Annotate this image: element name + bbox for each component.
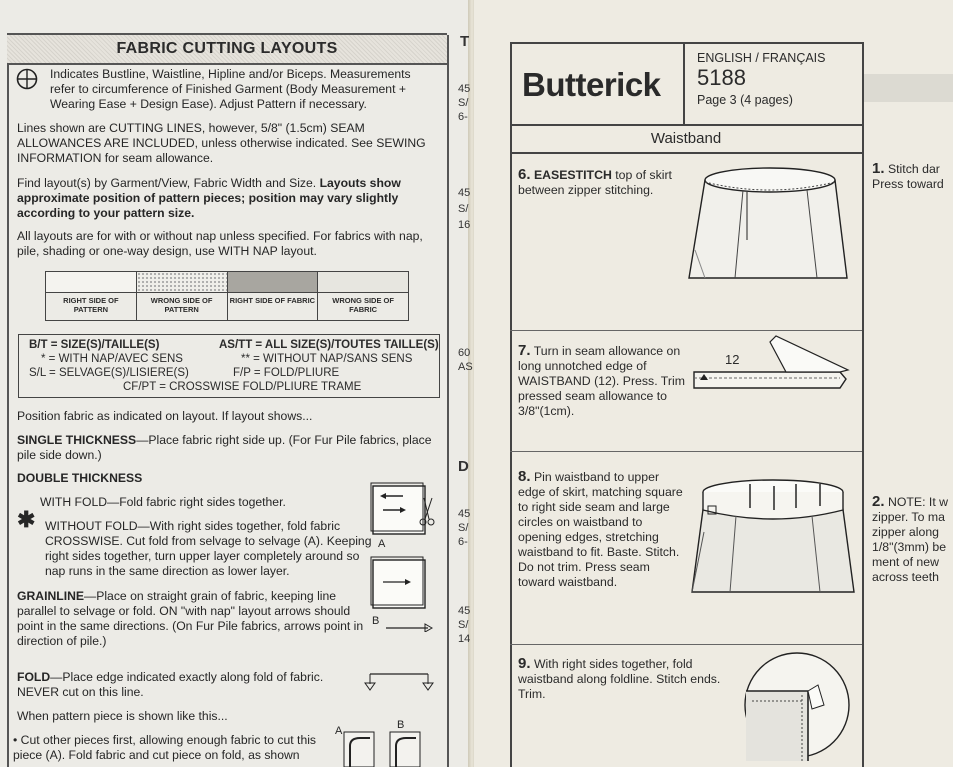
- piece-label-b: B: [397, 719, 405, 731]
- legend-label: WRONG SIDE OF PATTERN: [150, 296, 213, 314]
- pattern-number: 5188: [697, 65, 746, 90]
- next-step-1: 1. Stitch dar Press toward: [872, 160, 944, 191]
- step-divider: [510, 330, 862, 331]
- abbr-fp: F/P = FOLD/PLIURE: [233, 367, 340, 379]
- abbr-without-nap: ** = WITHOUT NAP/SANS SENS: [241, 353, 413, 365]
- nap-note: All layouts are for with or without nap unless specified. For fabrics with nap, pile, shading or one-way design, use WITH NAP layout.: [17, 229, 423, 258]
- find-layout-note: Find layout(s) by Garment/View, Fabric Width and Size. Layouts show approximate position of pattern pieces; position may vary slightly according to your pattern size.: [17, 176, 401, 220]
- language-label: ENGLISH / FRANÇAIS: [697, 51, 826, 65]
- asterisk-icon: ✱: [17, 507, 36, 532]
- fold-symbol-icon: [362, 670, 436, 692]
- next-column-panel: [862, 42, 953, 767]
- step-7: 7. Turn in seam allowance on long unnotched edge of WAISTBAND (12). Press. Trim pressed seam allowance to 3/8"(1cm).: [518, 342, 685, 418]
- page-info: Page 3 (4 pages): [697, 93, 793, 107]
- waistband-pin-illustration: [690, 472, 858, 594]
- bustline-crosshair-icon: [15, 67, 39, 91]
- position-note: Position fabric as indicated on layout. If layout shows...: [17, 409, 313, 423]
- legend-label: RIGHT SIDE OF PATTERN: [63, 296, 119, 314]
- waistband-heading: Waistband: [510, 124, 862, 154]
- fold-note: FOLD—Place edge indicated exactly along fold of fabric. NEVER cut on this line.: [17, 670, 324, 699]
- brand-logo: Butterick: [522, 66, 661, 103]
- grainline-note: GRAINLINE—Place on straight grain of fabric, keeping line parallel to selvage or fold. ON "with nap" layout arrows should point in the same directions. (On Fur Pile fabrics, arrows point in direction of pile.): [17, 589, 364, 648]
- legend-label: RIGHT SIDE OF FABRIC: [229, 296, 316, 305]
- abbr-sl: S/L = SELVAGE(S)/LISIERE(S): [29, 367, 189, 379]
- legend-box: [45, 271, 409, 321]
- step-8: 8. Pin waistband to upper edge of skirt, matching square to right side seam and large circles on waistband to opening edges, stretching waistband to fit. Baste. Stitch. Do not trim. Press seam toward waistband.: [518, 468, 683, 589]
- single-thickness: SINGLE THICKNESS—Place fabric right side up. (For Fur Pile fabrics, place pile side down.): [17, 433, 432, 462]
- step-divider: [510, 451, 862, 452]
- abbr-bt: B/T = SIZE(S)/TAILLE(S): [29, 339, 160, 351]
- diagram-label-a: A: [378, 538, 386, 550]
- next-column-header: [864, 74, 953, 102]
- next-step-2: 2. NOTE: It w zipper. To ma zipper along 1/8"(3mm) be ment of new across teeth: [872, 493, 949, 584]
- cut-other-note: • Cut other pieces first, allowing enough fabric to cut this piece (A). Fold fabric and cut piece on fold, as shown: [13, 733, 317, 762]
- header-rule: [510, 42, 862, 44]
- section-title: FABRIC CUTTING LAYOUTS: [7, 33, 447, 65]
- step-9: 9. With right sides together, fold waistband along foldline. Stitch ends. Trim.: [518, 655, 721, 701]
- piece-label-a: A: [335, 725, 343, 737]
- header-divider: [683, 42, 685, 124]
- abbr-nap: * = WITH NAP/AVEC SENS: [41, 353, 183, 365]
- abbr-cfpt: CF/PT = CROSSWISE FOLD/PLIURE TRAME: [123, 381, 362, 393]
- diagram-label-b: B: [372, 615, 380, 627]
- bustline-note: Indicates Bustline, Waistline, Hipline and/or Biceps. Measurements refer to circumference of Finished Garment (Body Measurement + Wearing Ease + Design Ease). Adjust Pattern if necessary.: [50, 67, 411, 111]
- waistband-piece-label: 12: [725, 352, 740, 367]
- legend-label: WRONG SIDE OF FABRIC: [332, 296, 394, 314]
- abbreviations-box: [18, 334, 440, 398]
- skirt-top-illustration: [685, 160, 853, 280]
- fold-diagram: [368, 478, 438, 544]
- stitch-ends-illustration: [742, 645, 852, 767]
- waistband-fold-illustration: [690, 334, 850, 396]
- cutting-lines-note: Lines shown are CUTTING LINES, however, 5/8" (1.5cm) SEAM ALLOWANCES ARE INCLUDED, unless otherwise indicated. See SEWING INFORMATION for seam allowance.: [17, 121, 426, 165]
- abbr-astt: AS/TT = ALL SIZE(S)/TOUTES TAILLE(S): [219, 339, 439, 351]
- pattern-piece-diagram: [342, 728, 438, 767]
- with-fold-note: WITH FOLD—Fold fabric right sides together.: [40, 495, 286, 509]
- step-6: 6. EASESTITCH top of skirt between zipper stitching.: [518, 166, 672, 197]
- when-shown-note: When pattern piece is shown like this...: [17, 709, 228, 723]
- double-thickness-heading: DOUBLE THICKNESS: [17, 471, 143, 485]
- without-fold-note: WITHOUT FOLD—With right sides together, fold fabric CROSSWISE. Cut fold from selvage to selvage (A). Keeping right sides together, turn upper layer completely around so nap runs in the same direction as lower layer.: [45, 519, 372, 578]
